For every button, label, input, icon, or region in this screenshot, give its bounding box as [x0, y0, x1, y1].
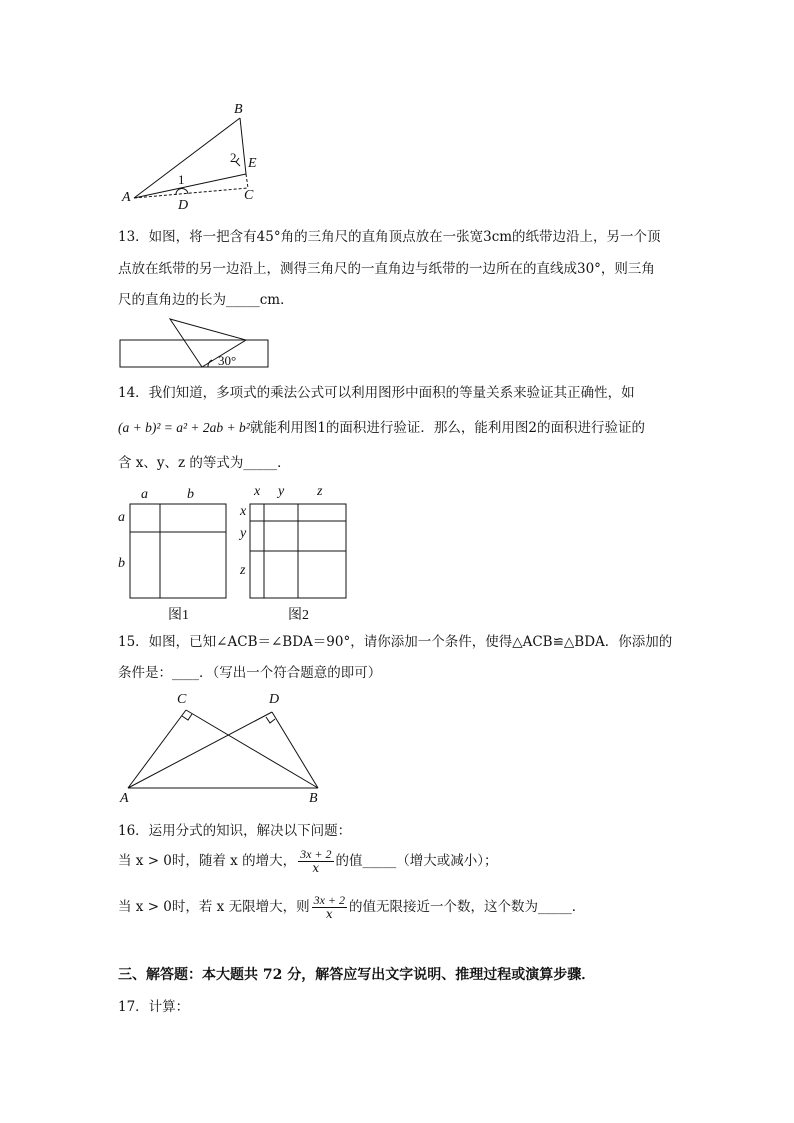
q16-line-3-pre: 当 x > 0时，若 x 无限增大，则 — [118, 899, 310, 915]
fig2-left-x: x — [240, 504, 247, 519]
q16-line-1: 16．运用分式的知识，解决以下问题： — [118, 823, 352, 839]
fig2-top-z: z — [317, 484, 323, 499]
figure-q14-svg — [114, 484, 364, 624]
section-3-heading: 三、解答题：本大题共 72 分，解答应写出文字说明、推理过程或演算步骤． — [118, 967, 596, 983]
fraction-numerator: 3x + 2 — [300, 847, 332, 861]
fig2-top-x: x — [254, 484, 261, 499]
q13-line-3: 尺的直角边的长为_____cm． — [118, 292, 294, 308]
q16-line-2 — [118, 846, 498, 876]
label-C: C — [244, 188, 254, 203]
label-A: A — [122, 190, 131, 205]
q16-line-3-post: 的值无限接近一个数，这个数为_____． — [349, 899, 586, 915]
fig1-top-b: b — [187, 487, 194, 502]
q14-line-1: 14．我们知道，多项式的乘法公式可以利用图形中面积的等量关系来验证其正确性，如 — [118, 385, 635, 401]
label-E: E — [248, 156, 257, 171]
fig2-caption: 图2 — [288, 608, 309, 623]
fig1-caption: 图1 — [168, 608, 189, 623]
fig1-top-a: a — [141, 487, 148, 502]
q14-formula: (a + b)² = a² + 2ab + b² — [118, 420, 250, 435]
q15-line-2: 条件是：____．（写出一个符合题意的即可） — [118, 665, 382, 681]
fig1-left-b: b — [118, 556, 125, 571]
figure-q15 — [114, 690, 334, 810]
q16-line-2-post: 的值_____（增大或减小）； — [335, 853, 498, 869]
fraction-3x-plus-2-over-x — [312, 894, 347, 921]
q14-line-2 — [118, 419, 645, 437]
fraction-denominator: x — [312, 861, 320, 875]
label-angle-1: 1 — [178, 172, 185, 187]
label-D: D — [269, 692, 280, 707]
figure-q12 — [118, 100, 278, 215]
q14-line-3: 含 x、y、z 的等式为_____． — [118, 455, 291, 471]
label-B: B — [234, 102, 243, 117]
q17-line-1: 17．计算： — [118, 999, 190, 1015]
label-angle-2: 2 — [230, 150, 237, 165]
q15-line-1: 15．如图，已知∠ACB＝∠BDA＝90°，请你添加一个条件，使得△ACB≌△BDA．你添加的 — [118, 634, 673, 650]
label-B: B — [309, 791, 318, 806]
fraction-numerator: 3x + 2 — [313, 893, 346, 907]
fig2-top-y: y — [278, 484, 285, 499]
figure-q14 — [114, 484, 364, 624]
figure-q15-svg — [114, 690, 334, 810]
fig1-left-a: a — [118, 510, 125, 525]
q13-line-2: 点放在纸带的另一边沿上，测得三角尺的一直角边与纸带的一边所在的直线成30°，则三角 — [118, 261, 655, 277]
fig2-left-y: y — [240, 526, 247, 541]
label-A: A — [120, 791, 129, 806]
label-D: D — [178, 198, 189, 213]
fig2-left-z: z — [240, 563, 246, 578]
q16-line-2-pre: 当 x > 0时，随着 x 的增大， — [118, 853, 297, 869]
figure-q13-svg — [118, 316, 272, 370]
label-C: C — [177, 692, 187, 707]
label-30-degree: 30° — [218, 353, 237, 368]
fraction-3x-plus-2-over-x — [298, 848, 333, 875]
q16-line-3 — [118, 892, 585, 922]
q14-line-2-rest: 就能利用图1的面积进行验证．那么，能利用图2的面积进行验证的 — [249, 420, 646, 436]
q13-line-1: 13．如图，将一把含有45°角的三角尺的直角顶点放在一张宽3cm的纸带边沿上，另一个顶 — [118, 229, 661, 245]
fraction-denominator: x — [325, 907, 333, 921]
figure-q13 — [118, 316, 272, 370]
